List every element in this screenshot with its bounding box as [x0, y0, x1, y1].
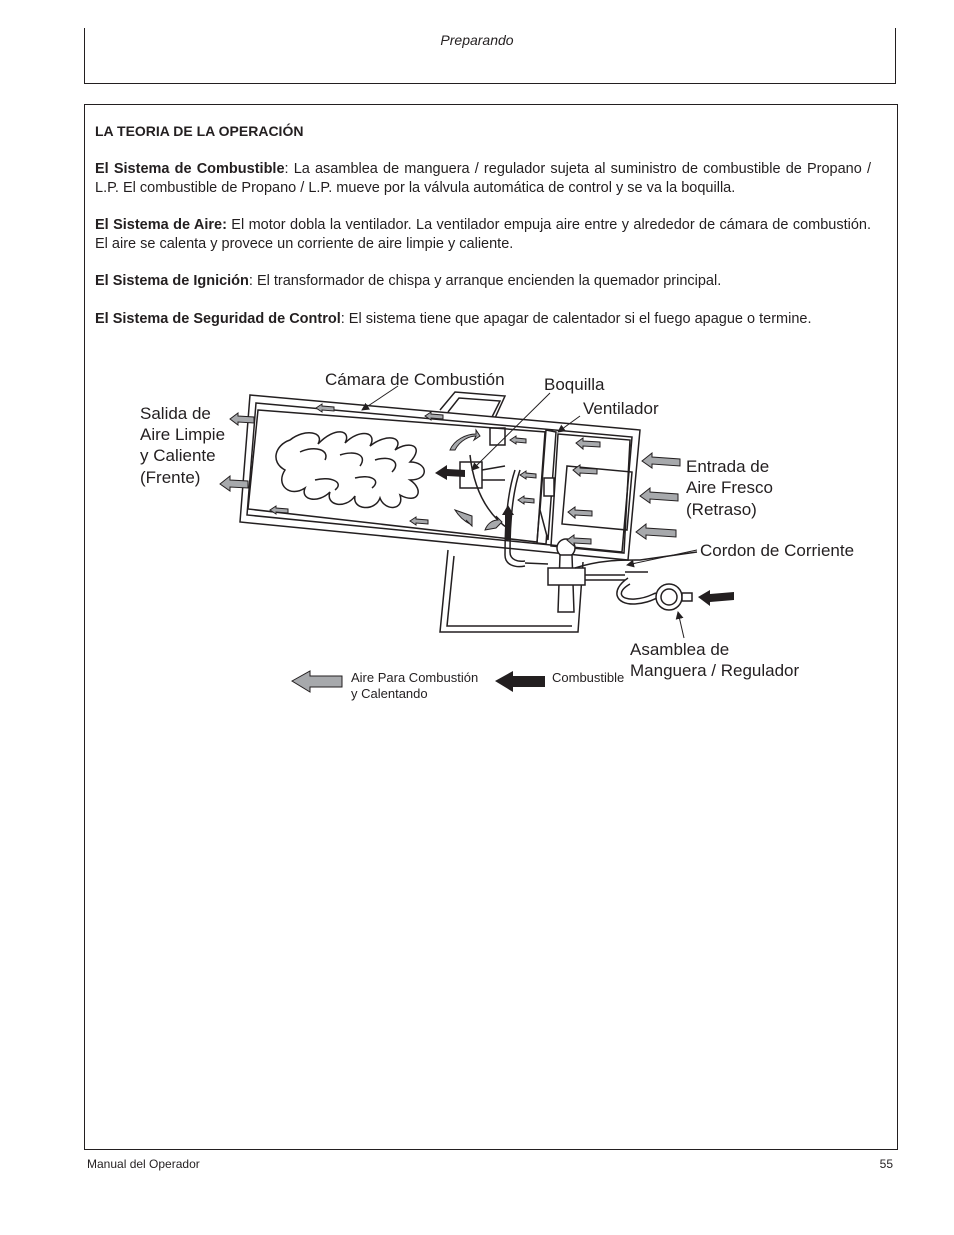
- label-entrada-3: (Retraso): [686, 500, 757, 519]
- term-ignition-system: El Sistema de Ignición: [95, 273, 249, 289]
- text-safety-system: : El sistema tiene que apagar de calentador si el fuego apague o termine.: [340, 311, 812, 327]
- label-cordon: Cordon de Corriente: [700, 541, 855, 560]
- text-fuel-system: : La asamblea de manguera / regulador sujeta al suministro de combustible de Propano / L.P. El combustible de Propano / L.P. mueve por la válvula automática de control y se va la boquilla.: [95, 161, 871, 196]
- legend-fuel-arrow: [495, 671, 545, 692]
- legend-air-arrow: [292, 671, 342, 692]
- label-camara: Cámara de Combustión: [325, 370, 505, 389]
- label-salida-1: Salida de: [140, 404, 211, 423]
- label-asamblea-2: Manguera / Regulador: [630, 661, 800, 680]
- label-entrada-1: Entrada de: [686, 457, 770, 476]
- legend-air-line2: y Calentando: [351, 686, 428, 701]
- legend-fuel-label: Combustible: [552, 670, 625, 685]
- footer-page-number: 55: [879, 1157, 893, 1171]
- heater-housing: [240, 395, 640, 560]
- term-air-system: El Sistema de Aire:: [95, 217, 227, 233]
- section-title: LA TEORIA DE LA OPERACIÓN: [95, 123, 304, 139]
- label-salida-4: (Frente): [140, 468, 201, 487]
- footer-manual: Manual del Operador: [87, 1157, 200, 1171]
- label-asamblea-1: Asamblea de: [630, 640, 730, 659]
- section-header: Preparando: [440, 32, 514, 48]
- motor: [544, 478, 554, 496]
- text-ignition-system: : El transformador de chispa y arranque encienden la quemador principal.: [248, 273, 722, 289]
- term-safety-system: El Sistema de Seguridad de Control: [95, 311, 341, 327]
- term-fuel-system: El Sistema de Combustible: [95, 161, 285, 177]
- text-air-system: El motor dobla la ventilador. La ventilador empuja aire entre y alrededor de cámara de combustión. El aire se calenta y provece un corriente de aire limpie y caliente.: [95, 217, 871, 252]
- label-salida-2: Aire Limpie: [140, 425, 226, 444]
- legend-air-line1: Aire Para Combustión: [351, 670, 479, 685]
- label-ventilador: Ventilador: [583, 399, 659, 418]
- label-entrada-2: Aire Fresco: [686, 478, 773, 497]
- legend: [292, 670, 624, 701]
- label-salida-3: y Caliente: [140, 446, 216, 465]
- label-boquilla: Boquilla: [544, 375, 605, 394]
